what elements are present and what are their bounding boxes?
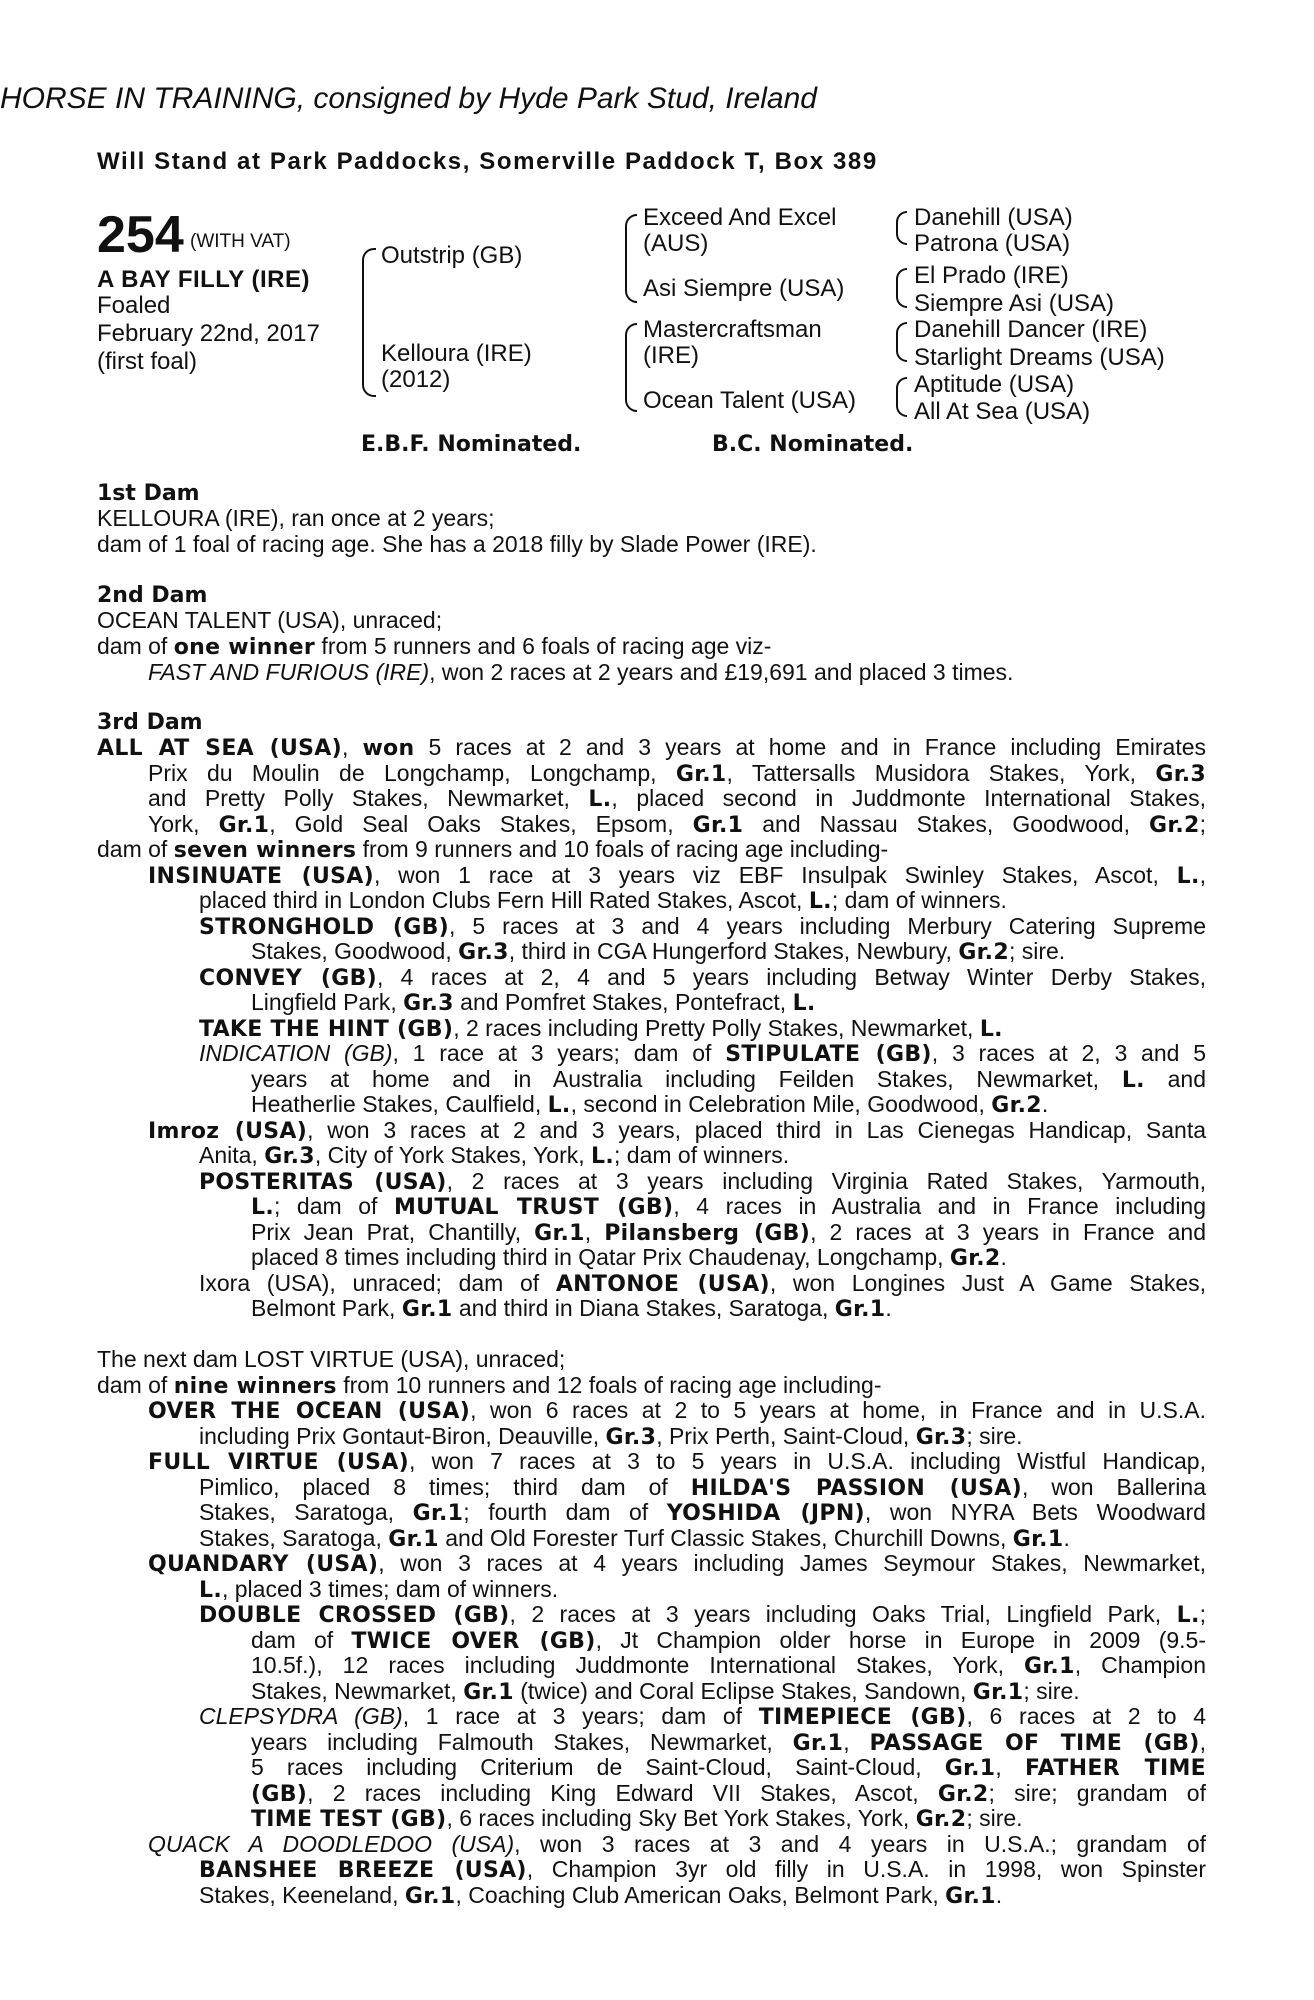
next-dam-line: FULL VIRTUE (USA), won 7 races at 3 to 5 years in U.S.A. including Wistful Handicap, bbox=[148, 1448, 1206, 1475]
grandsire-3: El Prado (IRE) bbox=[914, 262, 1069, 289]
dam3-line: TAKE THE HINT (GB), 2 races including Pretty Polly Stakes, Newmarket, L. bbox=[199, 1015, 1003, 1042]
dam3-line: Belmont Park, Gr.1 and third in Diana Stakes, Saratoga, Gr.1. bbox=[251, 1295, 892, 1322]
grandsire-7: Aptitude (USA) bbox=[914, 371, 1075, 398]
dam3-line: Prix Jean Prat, Chantilly, Gr.1, Pilansberg (GB), 2 races at 3 years in France and bbox=[251, 1219, 1207, 1246]
next-dam-line: (GB), 2 races including King Edward VII Stakes, Ascot, Gr.2; sire; grandam of bbox=[251, 1780, 1206, 1807]
dam2-line2: dam of one winner from 5 runners and 6 foals of racing age viz- bbox=[97, 633, 772, 660]
next-dam-line: TIME TEST (GB), 6 races including Sky Bet York Stakes, York, Gr.2; sire. bbox=[251, 1805, 1023, 1832]
dam1-line2: dam of 1 foal of racing age. She has a 2018 filly by Slade Power (IRE). bbox=[97, 531, 817, 557]
dam-year: (2012) bbox=[381, 366, 451, 393]
next-dam-line: BANSHEE BREEZE (USA), Champion 3yr old filly in U.S.A. in 1998, won Spinster bbox=[199, 1856, 1206, 1883]
sire-sire-line1: Exceed And Excel bbox=[643, 204, 837, 231]
bc-nominated: B.C. Nominated. bbox=[712, 432, 914, 457]
foaled-date: February 22nd, 2017 bbox=[97, 320, 320, 347]
grandsire-2: Patrona (USA) bbox=[914, 230, 1071, 257]
dam3-line: years at home and in Australia including Feilden Stakes, Newmarket, L. and bbox=[251, 1066, 1206, 1093]
pedigree-brace-g2 bbox=[896, 268, 907, 308]
next-dam-line: including Prix Gontaut-Biron, Deauville, Gr.3, Prix Perth, Saint-Cloud, Gr.3; sire. bbox=[199, 1423, 1023, 1450]
dam3-line: Prix du Moulin de Longchamp, Longchamp, Gr.1, Tattersalls Musidora Stakes, York, Gr.3 bbox=[148, 760, 1206, 787]
page-title: HORSE IN TRAINING, consigned by Hyde Park Stud, Ireland bbox=[0, 82, 817, 115]
dam3-line: Heatherlie Stakes, Caulfield, L., second in Celebration Mile, Goodwood, Gr.2. bbox=[251, 1091, 1049, 1118]
dam2-heading: 2nd Dam bbox=[97, 583, 208, 608]
dam3-line: CONVEY (GB), 4 races at 2, 4 and 5 years including Betway Winter Derby Stakes, bbox=[199, 964, 1207, 991]
next-dam-line: Stakes, Keeneland, Gr.1, Coaching Club American Oaks, Belmont Park, Gr.1. bbox=[199, 1882, 1003, 1909]
next-dam-line: DOUBLE CROSSED (GB), 2 races at 3 years including Oaks Trial, Lingfield Park, L.; bbox=[199, 1601, 1206, 1628]
dam3-line: Anita, Gr.3, City of York Stakes, York, L.; dam of winners. bbox=[199, 1142, 790, 1169]
next-dam-line: Pimlico, placed 8 times; third dam of HILDA'S PASSION (USA), won Ballerina bbox=[199, 1474, 1206, 1501]
dam3-line: INDICATION (GB), 1 race at 3 years; dam of STIPULATE (GB), 3 races at 2, 3 and 5 bbox=[199, 1040, 1206, 1067]
foal-note: (first foal) bbox=[97, 348, 198, 375]
dam2-line3: FAST AND FURIOUS (IRE), won 2 races at 2 years and £19,691 and placed 3 times. bbox=[148, 659, 1014, 685]
lot-number: 254 bbox=[97, 206, 184, 264]
dam3-line: INSINUATE (USA), won 1 race at 3 years viz EBF Insulpak Swinley Stakes, Ascot, L., bbox=[148, 862, 1206, 889]
dam3-line: POSTERITAS (USA), 2 races at 3 years including Virginia Rated Stakes, Yarmouth, bbox=[199, 1168, 1206, 1195]
next-dam-line: OVER THE OCEAN (USA), won 6 races at 2 to 5 years at home, in France and in U.S.A. bbox=[148, 1397, 1206, 1424]
pedigree-brace-g3 bbox=[896, 322, 907, 362]
grandsire-6: Starlight Dreams (USA) bbox=[914, 344, 1165, 371]
dam3-heading: 3rd Dam bbox=[97, 710, 203, 735]
next-dam-line: L., placed 3 times; dam of winners. bbox=[199, 1576, 559, 1603]
dam-sire-line1: Mastercraftsman bbox=[643, 316, 822, 343]
dam2-line1: OCEAN TALENT (USA), unraced; bbox=[97, 607, 443, 633]
pedigree-brace-g1 bbox=[896, 211, 907, 245]
next-dam-line: Stakes, Saratoga, Gr.1 and Old Forester Turf Classic Stakes, Churchill Downs, Gr.1. bbox=[199, 1525, 1070, 1552]
sire-dam: Asi Siempre (USA) bbox=[643, 275, 845, 302]
dam-sire-line2: (IRE) bbox=[643, 342, 699, 369]
dam3-line: Stakes, Goodwood, Gr.3, third in CGA Hungerford Stakes, Newbury, Gr.2; sire. bbox=[251, 938, 1066, 965]
pedigree-brace-main bbox=[362, 248, 376, 397]
ebf-nominated: E.B.F. Nominated. bbox=[361, 432, 582, 457]
dam: Kelloura (IRE) bbox=[381, 340, 532, 367]
next-dam-line: The next dam LOST VIRTUE (USA), unraced; bbox=[97, 1346, 566, 1372]
sire: Outstrip (GB) bbox=[381, 242, 523, 269]
next-dam-line: Stakes, Saratoga, Gr.1; fourth dam of YOSHIDA (JPN), won NYRA Bets Woodward bbox=[199, 1499, 1206, 1526]
next-dam-line: 10.5f.), 12 races including Juddmonte International Stakes, York, Gr.1, Champion bbox=[251, 1652, 1206, 1679]
pedigree-brace-dam bbox=[625, 323, 637, 412]
grandsire-1: Danehill (USA) bbox=[914, 204, 1073, 231]
dam-dam: Ocean Talent (USA) bbox=[643, 387, 856, 414]
pedigree-brace-g4 bbox=[896, 377, 907, 417]
next-dam-line: QUACK A DOODLEDOO (USA), won 3 races at 3 and 4 years in U.S.A.; grandam of bbox=[148, 1831, 1206, 1857]
dam3-line: and Pretty Polly Stakes, Newmarket, L., placed second in Juddmonte International Stakes, bbox=[148, 785, 1206, 812]
next-dam-line: Stakes, Newmarket, Gr.1 (twice) and Coral Eclipse Stakes, Sandown, Gr.1; sire. bbox=[251, 1678, 1080, 1705]
next-dam-line: CLEPSYDRA (GB), 1 race at 3 years; dam of TIMEPIECE (GB), 6 races at 2 to 4 bbox=[199, 1703, 1207, 1730]
grandsire-5: Danehill Dancer (IRE) bbox=[914, 316, 1148, 343]
lot-name: A BAY FILLY (IRE) bbox=[97, 266, 310, 293]
dam3-line: placed 8 times including third in Qatar Prix Chaudenay, Longchamp, Gr.2. bbox=[251, 1244, 1007, 1271]
dam3-line: STRONGHOLD (GB), 5 races at 3 and 4 years including Merbury Catering Supreme bbox=[199, 913, 1207, 940]
foaled-label: Foaled bbox=[97, 292, 171, 319]
grandsire-4: Siempre Asi (USA) bbox=[914, 290, 1115, 317]
dam3-line: dam of seven winners from 9 runners and 10 foals of racing age including- bbox=[97, 836, 889, 863]
dam3-line: ALL AT SEA (USA), won 5 races at 2 and 3 years at home and in France including Emirates bbox=[97, 734, 1206, 761]
dam3-line: L.; dam of MUTUAL TRUST (GB), 4 races in Australia and in France including bbox=[251, 1193, 1207, 1220]
stand-location: Will Stand at Park Paddocks, Somerville Paddock T, Box 389 bbox=[97, 148, 878, 175]
pedigree-brace-sire bbox=[625, 214, 637, 303]
dam1-line1: KELLOURA (IRE), ran once at 2 years; bbox=[97, 505, 495, 531]
next-dam-line: years including Falmouth Stakes, Newmarket, Gr.1, PASSAGE OF TIME (GB), bbox=[251, 1729, 1206, 1756]
dam1-heading: 1st Dam bbox=[97, 481, 200, 506]
dam3-line: Imroz (USA), won 3 races at 2 and 3 years, placed third in Las Cienegas Handicap, Santa bbox=[148, 1117, 1207, 1144]
next-dam-line: QUANDARY (USA), won 3 races at 4 years including James Seymour Stakes, Newmarket, bbox=[148, 1550, 1206, 1577]
dam3-line: York, Gr.1, Gold Seal Oaks Stakes, Epsom, Gr.1 and Nassau Stakes, Goodwood, Gr.2; bbox=[148, 811, 1206, 838]
vat-note: (WITH VAT) bbox=[190, 231, 291, 252]
dam3-line: Ixora (USA), unraced; dam of ANTONOE (USA), won Longines Just A Game Stakes, bbox=[199, 1270, 1207, 1297]
next-dam-line: 5 races including Criterium de Saint-Cloud, Saint-Cloud, Gr.1, FATHER TIME bbox=[251, 1754, 1206, 1781]
next-dam-line: dam of TWICE OVER (GB), Jt Champion older horse in Europe in 2009 (9.5- bbox=[251, 1627, 1206, 1654]
next-dam-line: dam of nine winners from 10 runners and 12 foals of racing age including- bbox=[97, 1372, 882, 1399]
grandsire-8: All At Sea (USA) bbox=[914, 398, 1091, 425]
dam3-line: placed third in London Clubs Fern Hill Rated Stakes, Ascot, L.; dam of winners. bbox=[199, 887, 1007, 914]
sire-sire-line2: (AUS) bbox=[643, 230, 709, 257]
dam3-line: Lingfield Park, Gr.3 and Pomfret Stakes, Pontefract, L. bbox=[251, 989, 816, 1016]
